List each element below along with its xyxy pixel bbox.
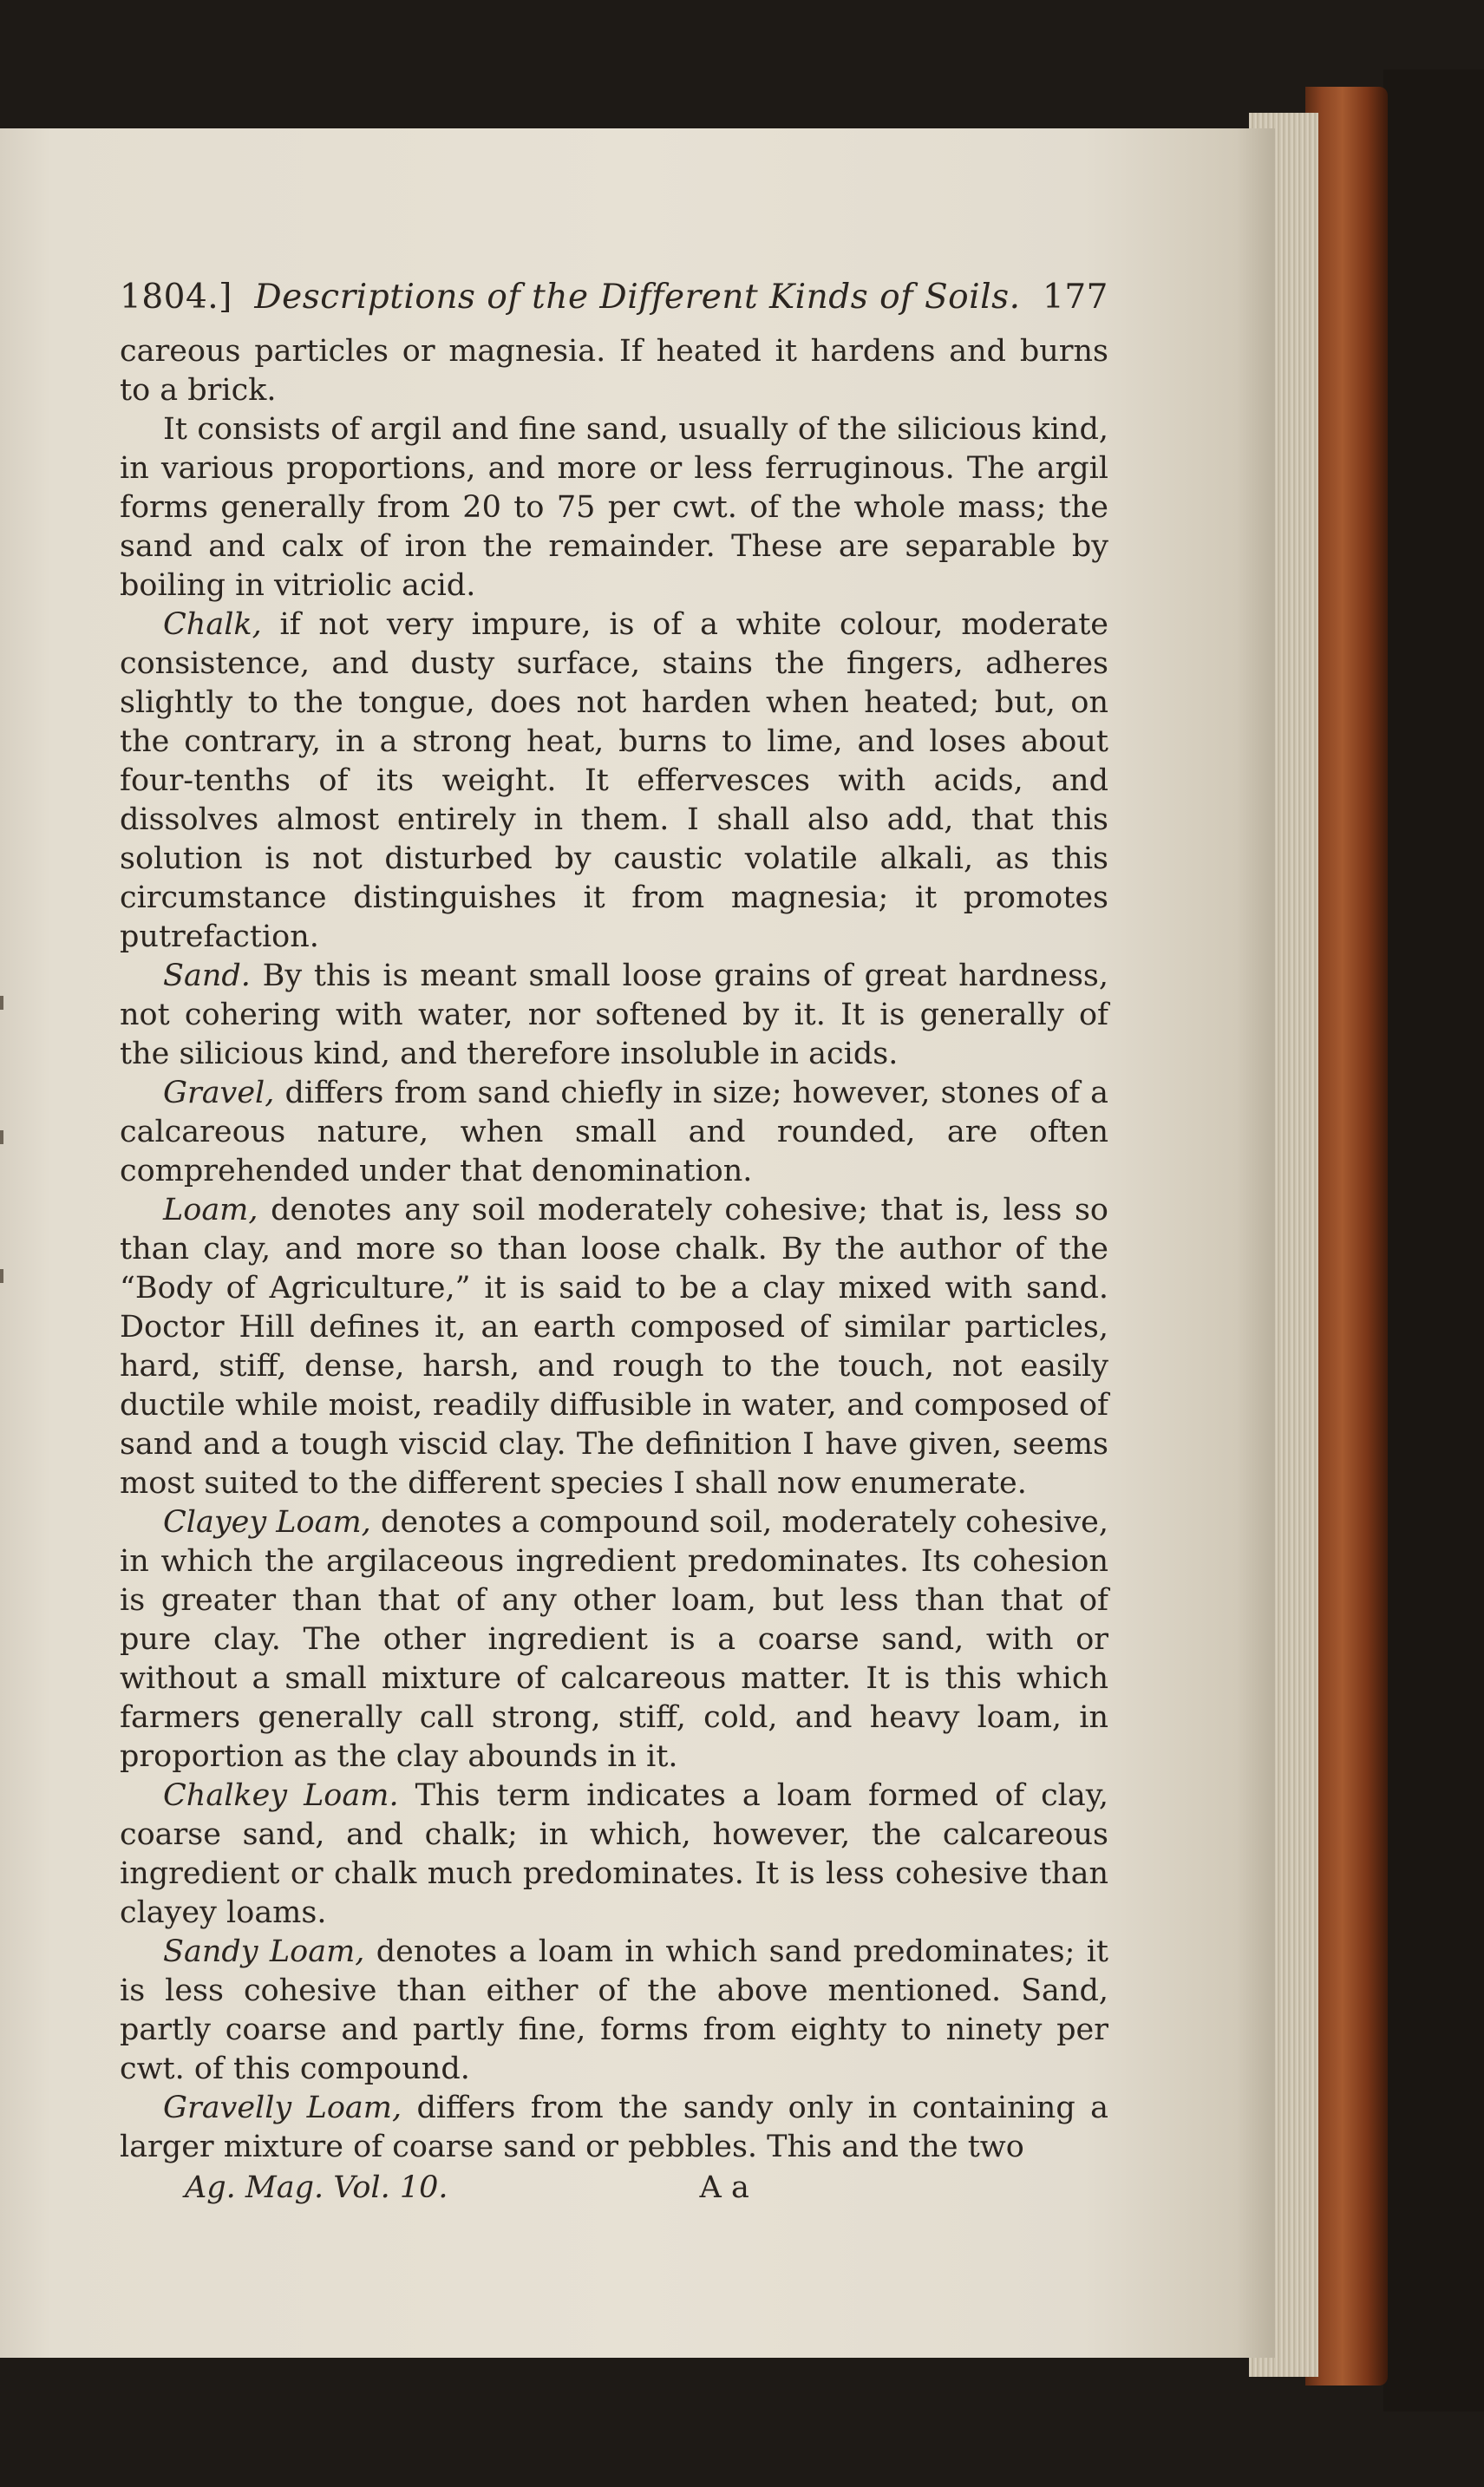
paragraph [120,332,1108,410]
page-number: 177 [1043,278,1108,317]
paragraph-gravel [120,1074,1108,1191]
term-label: Sandy Loam, [163,1934,365,1969]
paragraph-text: careous particles or magnesia. If heated it hardens and burns to a brick. [120,334,1108,408]
margin-mark [0,996,3,1010]
term-label: Clayey Loam, [163,1505,371,1540]
paragraph-text: denotes a compound soil, moderately cohesive, in which the argilaceous ingredient predominates. Its cohesion is greater than that of any other loam, but less than that of pure clay. The other ingredient is a coarse sand, with or without a small mixture of calcareous matter. It is this which farmers generally call strong, stiff, cold, and heavy loam, in proportion as the clay abounds in it. [120,1505,1108,1774]
paragraph [120,410,1108,605]
paragraph-chalkey-loam [120,1777,1108,1933]
running-header [120,278,1108,317]
paragraph-text: This term indicates a loam formed of clay, coarse sand, and chalk; in which, however, the calcareous ingredient or chalk much predominates. It is less cohesive than clayey loams. [120,1778,1108,1930]
paragraph-text: differs from the sandy only in containing a larger mixture of coarse sand or pebbles. This and the two [120,2091,1108,2164]
signature-line: Ag. Mag. Vol. 10. [185,2170,448,2205]
sheet-mark: A a [699,2170,749,2205]
term-label: Chalkey Loam. [163,1778,399,1813]
margin-mark [0,1130,3,1144]
term-label: Chalk, [163,607,262,642]
margin-mark [0,1269,3,1283]
term-label: Loam, [163,1193,258,1227]
paragraph-text: denotes a loam in which sand predominates; it is less cohesive than either of the above mentioned. Sand, partly coarse and partly fine, forms from eighty to ninety per cwt. of this compound. [120,1934,1109,2086]
paragraph-chalk [120,605,1108,957]
paragraph-text: By this is meant small loose grains of great hardness, not cohering with water, nor softened by it. It is generally of the silicious kind, and therefore insoluble in acids. [120,959,1108,1071]
paragraph-gravelly-loam [120,2089,1108,2167]
paragraph-loam [120,1191,1108,1503]
page-footer [120,2170,1108,2205]
term-label: Gravelly Loam, [163,2091,402,2125]
background-shadow [1383,69,1484,2412]
paragraph-text: if not very impure, is of a white colour, moderate consistence, and dusty surface, stains the fingers, adheres slightly to the tongue, does not harden when heated; but, on the contrary, in a strong heat, burns to lime, and loses about four-tenths of its weight. It effervesces with acids, and dissolves almost entirely in them. I shall also add, that this solution is not disturbed by caustic volatile alkali, as this circumstance distinguishes it from magnesia; it promotes putrefaction. [120,607,1108,954]
paragraph-sandy-loam [120,1933,1108,2089]
term-label: Gravel, [163,1076,275,1110]
page-text [120,278,1108,2205]
paragraph-clayey-loam [120,1503,1108,1777]
paragraph-text: denotes any soil moderately cohesive; that is, less so than clay, and more so than loose chalk. By the author of the “Body of Agriculture,” it is said to be a clay mixed with sand. Doctor Hill defines it, an earth composed of similar particles, hard, stiff, dense, harsh, and rough to the touch, not easily ductile while moist, readily diffusible in water, and composed of sand and a tough viscid clay. The definition I have given, seems most suited to the different species I shall now enumerate. [120,1193,1108,1501]
paragraph-text: It consists of argil and fine sand, usually of the silicious kind, in various proportions, and more or less ferruginous. The argil forms generally from 20 to 75 per cwt. of the whole mass; the sand and calx of iron the remainder. These are separable by boiling in vitriolic acid. [120,412,1108,603]
paragraph-sand [120,957,1108,1074]
header-title: Descriptions of the Different Kinds of Soils. [254,278,1021,317]
header-year: 1804.] [120,278,232,317]
term-label: Sand. [163,959,251,993]
paragraph-text: differs from sand chiefly in size; however, stones of a calcareous nature, when small and rounded, are often comprehended under that denomination. [120,1076,1108,1188]
